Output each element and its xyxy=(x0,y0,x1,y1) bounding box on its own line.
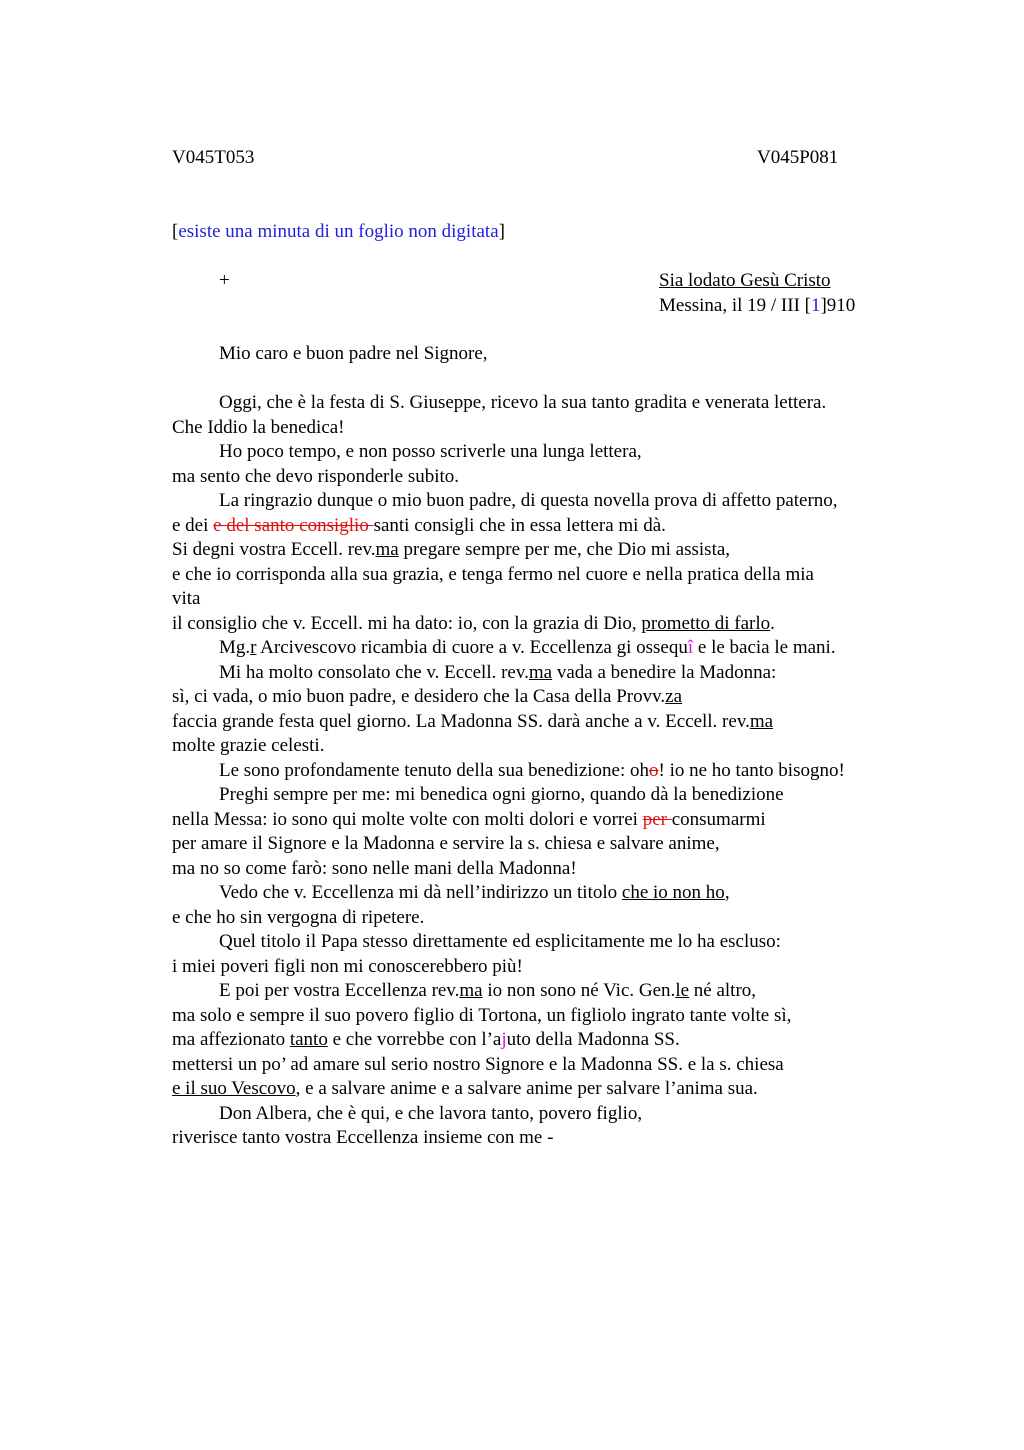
text-line: ma no so come farò: sono nelle mani della Madonna! xyxy=(172,857,577,879)
text-line: E poi per vostra Eccellenza rev.ma io non sono né Vic. Gen.le né altro, xyxy=(219,980,757,1001)
document-id-left: V045T053 xyxy=(172,147,255,168)
text-line: La ringrazio dunque o mio buon padre, di questa novella prova di affetto paterno, xyxy=(219,490,838,511)
text-line: sì, ci vada, o mio buon padre, e desidero che la Casa della Provv.za xyxy=(172,686,683,707)
text-line: Oggi, che è la festa di S. Giuseppe, ricevo la sua tanto gradita e venerata lettera. xyxy=(219,392,827,413)
note-close-bracket: ] xyxy=(498,221,505,242)
text-line: Si degni vostra Eccell. rev.ma pregare sempre per me, che Dio mi assista, xyxy=(172,539,731,560)
letter-body xyxy=(172,391,912,1151)
text-line: Le sono profondamente tenuto della sua benedizione: oho! io ne ho tanto bisogno! xyxy=(219,759,845,781)
text-line: Quel titolo il Papa stesso direttamente ed esplicitamente me lo ha escluso: xyxy=(219,931,781,952)
text-line: per amare il Signore e la Madonna e servire la s. chiesa e salvare anime, xyxy=(172,833,720,854)
note-open-bracket: [ xyxy=(172,221,179,242)
deleted-text: o xyxy=(649,759,659,781)
text-line: Mi ha molto consolato che v. Eccell. rev.ma vada a benedire la Madonna: xyxy=(219,661,777,683)
text-line: mettersi un po’ ad amare sul serio nostro Signore e la Madonna SS. e la s. chiesa xyxy=(172,1053,784,1075)
cross-symbol: + xyxy=(219,270,230,291)
text-line: e che ho sin vergogna di ripetere. xyxy=(172,906,425,928)
deleted-text: e del santo consiglio xyxy=(213,514,374,536)
text-line: ma affezionato tanto e che vorrebbe con l’ajuto della Madonna SS. xyxy=(172,1029,680,1050)
text-line: e che io corrisponda alla sua grazia, e tenga fermo nel cuore e nella pratica della mia xyxy=(172,563,814,585)
inserted-digit: 1 xyxy=(810,294,821,316)
greeting: Mio caro e buon padre nel Signore, xyxy=(219,343,488,364)
corrected-char: î xyxy=(687,637,694,658)
text-line: e il suo Vescovo, e a salvare anime e a salvare anime per salvare l’anima sua. xyxy=(172,1078,758,1099)
deleted-text: per xyxy=(642,808,672,830)
corrected-char: j xyxy=(501,1029,507,1050)
text-line: faccia grande festa quel giorno. La Madonna SS. darà anche a v. Eccell. rev.ma xyxy=(172,710,774,732)
text-line: e dei e del santo consiglio santi consigli che in essa lettera mi dà. xyxy=(172,514,666,536)
text-line: Vedo che v. Eccellenza mi dà nell’indirizzo un titolo che io non ho, xyxy=(219,882,730,903)
place-date: Messina, il 19 / III [1]910 xyxy=(659,294,856,316)
text-line: vita xyxy=(172,588,201,609)
text-line: riverisce tanto vostra Eccellenza insieme con me - xyxy=(172,1127,554,1148)
document-id-right: V045P081 xyxy=(757,147,839,168)
editorial-note xyxy=(172,220,505,245)
text-line: nella Messa: io sono qui molte volte con molti dolori e vorrei per consumarmi xyxy=(172,808,766,830)
text-line: Che Iddio la benedica! xyxy=(172,416,345,438)
text-line: Mg.r Arcivescovo ricambia di cuore a v. Eccellenza gi ossequî e le bacia le mani. xyxy=(219,637,836,658)
text-line: ma solo e sempre il suo povero figlio di Tortona, un figliolo ingrato tante volte sì, xyxy=(172,1004,792,1026)
invocation: Sia lodato Gesù Cristo xyxy=(659,270,831,291)
text-line: il consiglio che v. Eccell. mi ha dato: io, con la grazia di Dio, prometto di farlo. xyxy=(172,612,775,634)
note-text: esiste una minuta di un foglio non digitata xyxy=(178,221,499,242)
text-line: Ho poco tempo, e non posso scriverle una lunga lettera, xyxy=(219,441,642,462)
letter-heading xyxy=(659,269,855,318)
text-line: molte grazie celesti. xyxy=(172,735,325,756)
text-line: i miei poveri figli non mi conoscerebbero più! xyxy=(172,955,523,977)
text-line: Preghi sempre per me: mi benedica ogni giorno, quando dà la benedizione xyxy=(219,784,784,805)
text-line: ma sento che devo risponderle subito. xyxy=(172,465,460,487)
text-line: Don Albera, che è qui, e che lavora tanto, povero figlio, xyxy=(219,1102,643,1124)
